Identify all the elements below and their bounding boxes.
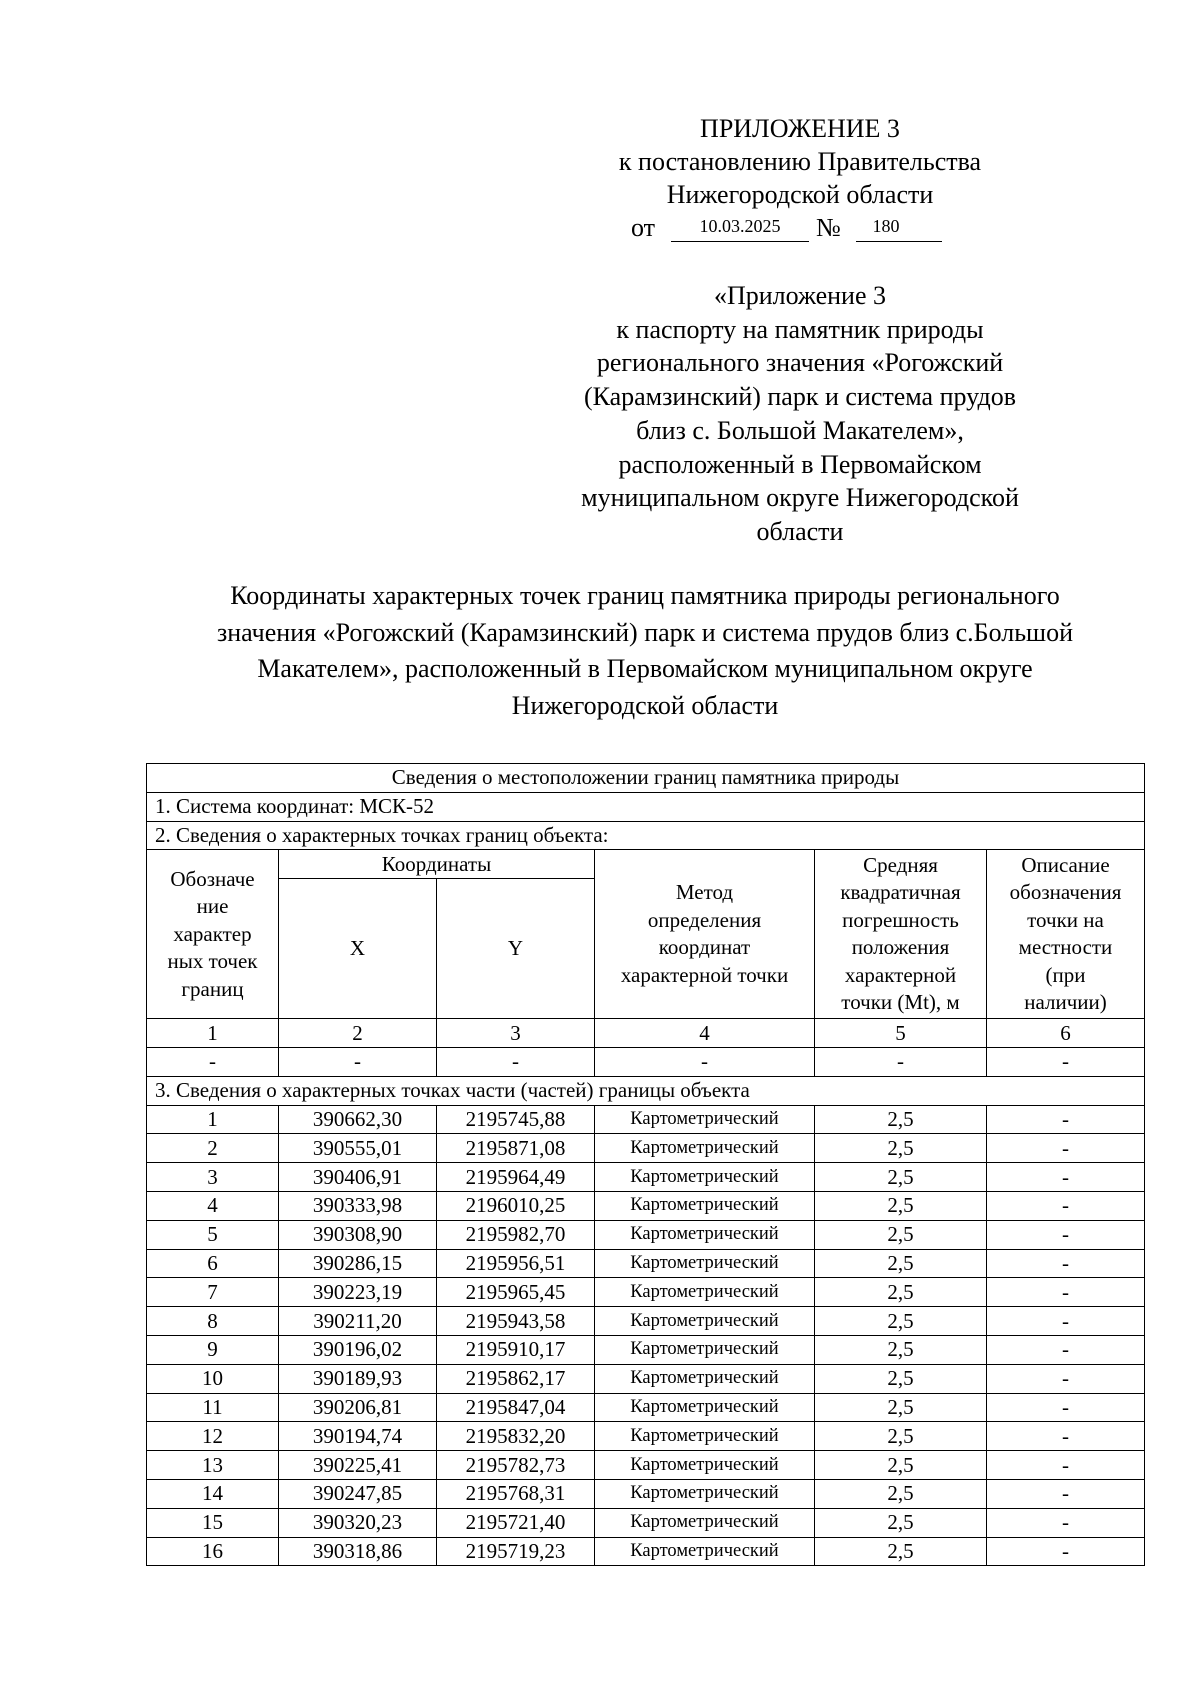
point-description: - — [987, 1278, 1145, 1307]
coordinate-y: 2195782,73 — [437, 1451, 595, 1480]
passport-line: муниципальном округе Нижегородской — [581, 483, 1019, 513]
point-number: 5 — [147, 1220, 279, 1249]
point-description: - — [987, 1364, 1145, 1393]
coordinate-x: 390247,85 — [279, 1479, 437, 1508]
mean-error: 2,5 — [815, 1335, 987, 1364]
empty-cell: - — [595, 1047, 815, 1076]
empty-cell: - — [815, 1047, 987, 1076]
point-number: 15 — [147, 1508, 279, 1537]
table-row — [147, 1451, 1145, 1480]
mean-error: 2,5 — [815, 1163, 987, 1192]
coordinate-y: 2195847,04 — [437, 1393, 595, 1422]
column-number: 1 — [147, 1019, 279, 1048]
table-row — [147, 1278, 1145, 1307]
method: Картометрический — [595, 1508, 815, 1537]
resolution-number: 180 — [872, 216, 900, 236]
point-description: - — [987, 1422, 1145, 1451]
mean-error: 2,5 — [815, 1422, 987, 1451]
passport-line: области — [756, 516, 844, 546]
coordinate-x: 390286,15 — [279, 1249, 437, 1278]
point-number: 6 — [147, 1249, 279, 1278]
point-number: 1 — [147, 1105, 279, 1134]
annex-subtitle: к постановлению Правительства — [618, 147, 982, 176]
empty-cell: - — [147, 1047, 279, 1076]
coordinate-y: 2195964,49 — [437, 1163, 595, 1192]
resolution-date-field — [671, 213, 809, 242]
passport-line: к паспорту на памятник природы — [616, 314, 984, 344]
table-row — [147, 1163, 1145, 1192]
column-number: 4 — [595, 1019, 815, 1048]
header-description: Описание обозначения точки на местности (при наличии) — [987, 850, 1145, 1019]
mean-error: 2,5 — [815, 1134, 987, 1163]
header-designation: Обозначе ние характер ных точек границ — [147, 850, 279, 1019]
point-number: 2 — [147, 1134, 279, 1163]
table-caption-row — [147, 764, 1145, 793]
point-number: 9 — [147, 1335, 279, 1364]
section-object-points: 2. Сведения о характерных точках границ объекта: — [147, 821, 1145, 850]
method: Картометрический — [595, 1249, 815, 1278]
point-description: - — [987, 1393, 1145, 1422]
coordinate-x: 390223,19 — [279, 1278, 437, 1307]
heading-line: значения «Рогожский (Карамзинский) парк и система прудов близ с.Большой — [217, 617, 1073, 647]
point-description: - — [987, 1105, 1145, 1134]
method: Картометрический — [595, 1191, 815, 1220]
heading-line: Координаты характерных точек границ памятника природы регионального — [230, 581, 1060, 610]
table-row — [147, 1307, 1145, 1336]
passport-line: расположенный в Первомайском — [618, 449, 982, 479]
point-description: - — [987, 1537, 1145, 1566]
point-description: - — [987, 1508, 1145, 1537]
table-row — [147, 1105, 1145, 1134]
point-number: 7 — [147, 1278, 279, 1307]
coordinates-table — [146, 763, 1145, 1566]
resolution-date-line — [540, 211, 1060, 245]
coordinate-y: 2195768,31 — [437, 1479, 595, 1508]
header-x: X — [279, 879, 437, 1019]
number-sign: № — [816, 213, 841, 242]
empty-cell: - — [437, 1047, 595, 1076]
point-description: - — [987, 1134, 1145, 1163]
method: Картометрический — [595, 1163, 815, 1192]
resolution-date: 10.03.2025 — [699, 216, 781, 236]
mean-error: 2,5 — [815, 1249, 987, 1278]
mean-error: 2,5 — [815, 1191, 987, 1220]
point-number: 10 — [147, 1364, 279, 1393]
point-description: - — [987, 1220, 1145, 1249]
method: Картометрический — [595, 1220, 815, 1249]
coordinate-y: 2195721,40 — [437, 1508, 595, 1537]
coordinate-y: 2195943,58 — [437, 1307, 595, 1336]
point-number: 14 — [147, 1479, 279, 1508]
method: Картометрический — [595, 1393, 815, 1422]
method: Картометрический — [595, 1479, 815, 1508]
mean-error: 2,5 — [815, 1105, 987, 1134]
header-coordinates: Координаты — [279, 850, 595, 879]
document-heading — [100, 578, 1190, 724]
point-number: 16 — [147, 1537, 279, 1566]
table-row — [147, 1335, 1145, 1364]
method: Картометрический — [595, 1335, 815, 1364]
table-row — [147, 1364, 1145, 1393]
coordinate-x: 390308,90 — [279, 1220, 437, 1249]
empty-cell: - — [279, 1047, 437, 1076]
mean-error: 2,5 — [815, 1451, 987, 1480]
table-row — [147, 1134, 1145, 1163]
mean-error: 2,5 — [815, 1307, 987, 1336]
annex-title: ПРИЛОЖЕНИЕ 3 — [700, 114, 900, 143]
passport-line: (Карамзинский) парк и система прудов — [583, 382, 1017, 412]
section-row — [147, 1076, 1145, 1105]
point-number: 4 — [147, 1191, 279, 1220]
table-row — [147, 1422, 1145, 1451]
coordinate-x: 390320,23 — [279, 1508, 437, 1537]
coordinate-x: 390318,86 — [279, 1537, 437, 1566]
date-prefix: от — [631, 213, 656, 242]
resolution-number-field — [856, 213, 942, 242]
point-number: 13 — [147, 1451, 279, 1480]
coordinate-x: 390194,74 — [279, 1422, 437, 1451]
annex-header — [540, 112, 1060, 245]
coordinate-x: 390189,93 — [279, 1364, 437, 1393]
table-row — [147, 1508, 1145, 1537]
point-number: 8 — [147, 1307, 279, 1336]
coordinate-x: 390206,81 — [279, 1393, 437, 1422]
section-row — [147, 821, 1145, 850]
coordinate-x: 390333,98 — [279, 1191, 437, 1220]
point-description: - — [987, 1479, 1145, 1508]
method: Картометрический — [595, 1307, 815, 1336]
table-row — [147, 1393, 1145, 1422]
heading-line: Макателем», расположенный в Первомайском муниципальном округе — [257, 654, 1033, 683]
passport-annex-block — [520, 279, 1080, 549]
coordinate-x: 390225,41 — [279, 1451, 437, 1480]
coordinate-y: 2195719,23 — [437, 1537, 595, 1566]
coordinate-y: 2195956,51 — [437, 1249, 595, 1278]
point-description: - — [987, 1163, 1145, 1192]
coordinate-x: 390196,02 — [279, 1335, 437, 1364]
passport-line: близ с. Большой Макателем», — [636, 415, 964, 445]
coordinate-y: 2195862,17 — [437, 1364, 595, 1393]
method: Картометрический — [595, 1537, 815, 1566]
mean-error: 2,5 — [815, 1537, 987, 1566]
coordinate-y: 2195745,88 — [437, 1105, 595, 1134]
point-description: - — [987, 1335, 1145, 1364]
column-number-row — [147, 1019, 1145, 1048]
table-row — [147, 1479, 1145, 1508]
header-row — [147, 850, 1145, 879]
table-caption: Сведения о местоположении границ памятника природы — [147, 764, 1145, 793]
method: Картометрический — [595, 1422, 815, 1451]
point-number: 11 — [147, 1393, 279, 1422]
coordinate-y: 2195832,20 — [437, 1422, 595, 1451]
point-number: 3 — [147, 1163, 279, 1192]
coordinate-y: 2195910,17 — [437, 1335, 595, 1364]
method: Картометрический — [595, 1278, 815, 1307]
point-description: - — [987, 1307, 1145, 1336]
coordinate-y: 2195871,08 — [437, 1134, 595, 1163]
coordinate-y: 2195982,70 — [437, 1220, 595, 1249]
column-number: 5 — [815, 1019, 987, 1048]
mean-error: 2,5 — [815, 1393, 987, 1422]
method: Картометрический — [595, 1451, 815, 1480]
column-number: 2 — [279, 1019, 437, 1048]
mean-error: 2,5 — [815, 1364, 987, 1393]
table-row — [147, 1537, 1145, 1566]
heading-line: Нижегородской области — [511, 690, 779, 720]
column-number: 3 — [437, 1019, 595, 1048]
coordinate-x: 390555,01 — [279, 1134, 437, 1163]
mean-error: 2,5 — [815, 1278, 987, 1307]
mean-error: 2,5 — [815, 1220, 987, 1249]
point-description: - — [987, 1249, 1145, 1278]
coordinate-x: 390211,20 — [279, 1307, 437, 1336]
point-description: - — [987, 1451, 1145, 1480]
section-coordinate-system: 1. Система координат: МСК-52 — [147, 792, 1145, 821]
table-row — [147, 1220, 1145, 1249]
method: Картометрический — [595, 1105, 815, 1134]
header-error: Средняя квадратичная погрешность положения характерной точки (Mt), м — [815, 850, 987, 1019]
empty-data-row — [147, 1047, 1145, 1076]
passport-line: «Приложение 3 — [713, 281, 887, 310]
table-row — [147, 1191, 1145, 1220]
annex-region: Нижегородской области — [666, 180, 934, 209]
point-number: 12 — [147, 1422, 279, 1451]
coordinate-y: 2196010,25 — [437, 1191, 595, 1220]
header-method: Метод определения координат характерной точки — [595, 850, 815, 1019]
method: Картометрический — [595, 1364, 815, 1393]
point-description: - — [987, 1191, 1145, 1220]
coordinate-x: 390662,30 — [279, 1105, 437, 1134]
header-y: Y — [437, 879, 595, 1019]
mean-error: 2,5 — [815, 1479, 987, 1508]
passport-line: регионального значения «Рогожский — [596, 348, 1004, 378]
section-row — [147, 792, 1145, 821]
table-row — [147, 1249, 1145, 1278]
column-number: 6 — [987, 1019, 1145, 1048]
mean-error: 2,5 — [815, 1508, 987, 1537]
empty-cell: - — [987, 1047, 1145, 1076]
coordinate-y: 2195965,45 — [437, 1278, 595, 1307]
method: Картометрический — [595, 1134, 815, 1163]
section-object-part-points: 3. Сведения о характерных точках части (частей) границы объекта — [147, 1076, 1145, 1105]
coordinate-x: 390406,91 — [279, 1163, 437, 1192]
